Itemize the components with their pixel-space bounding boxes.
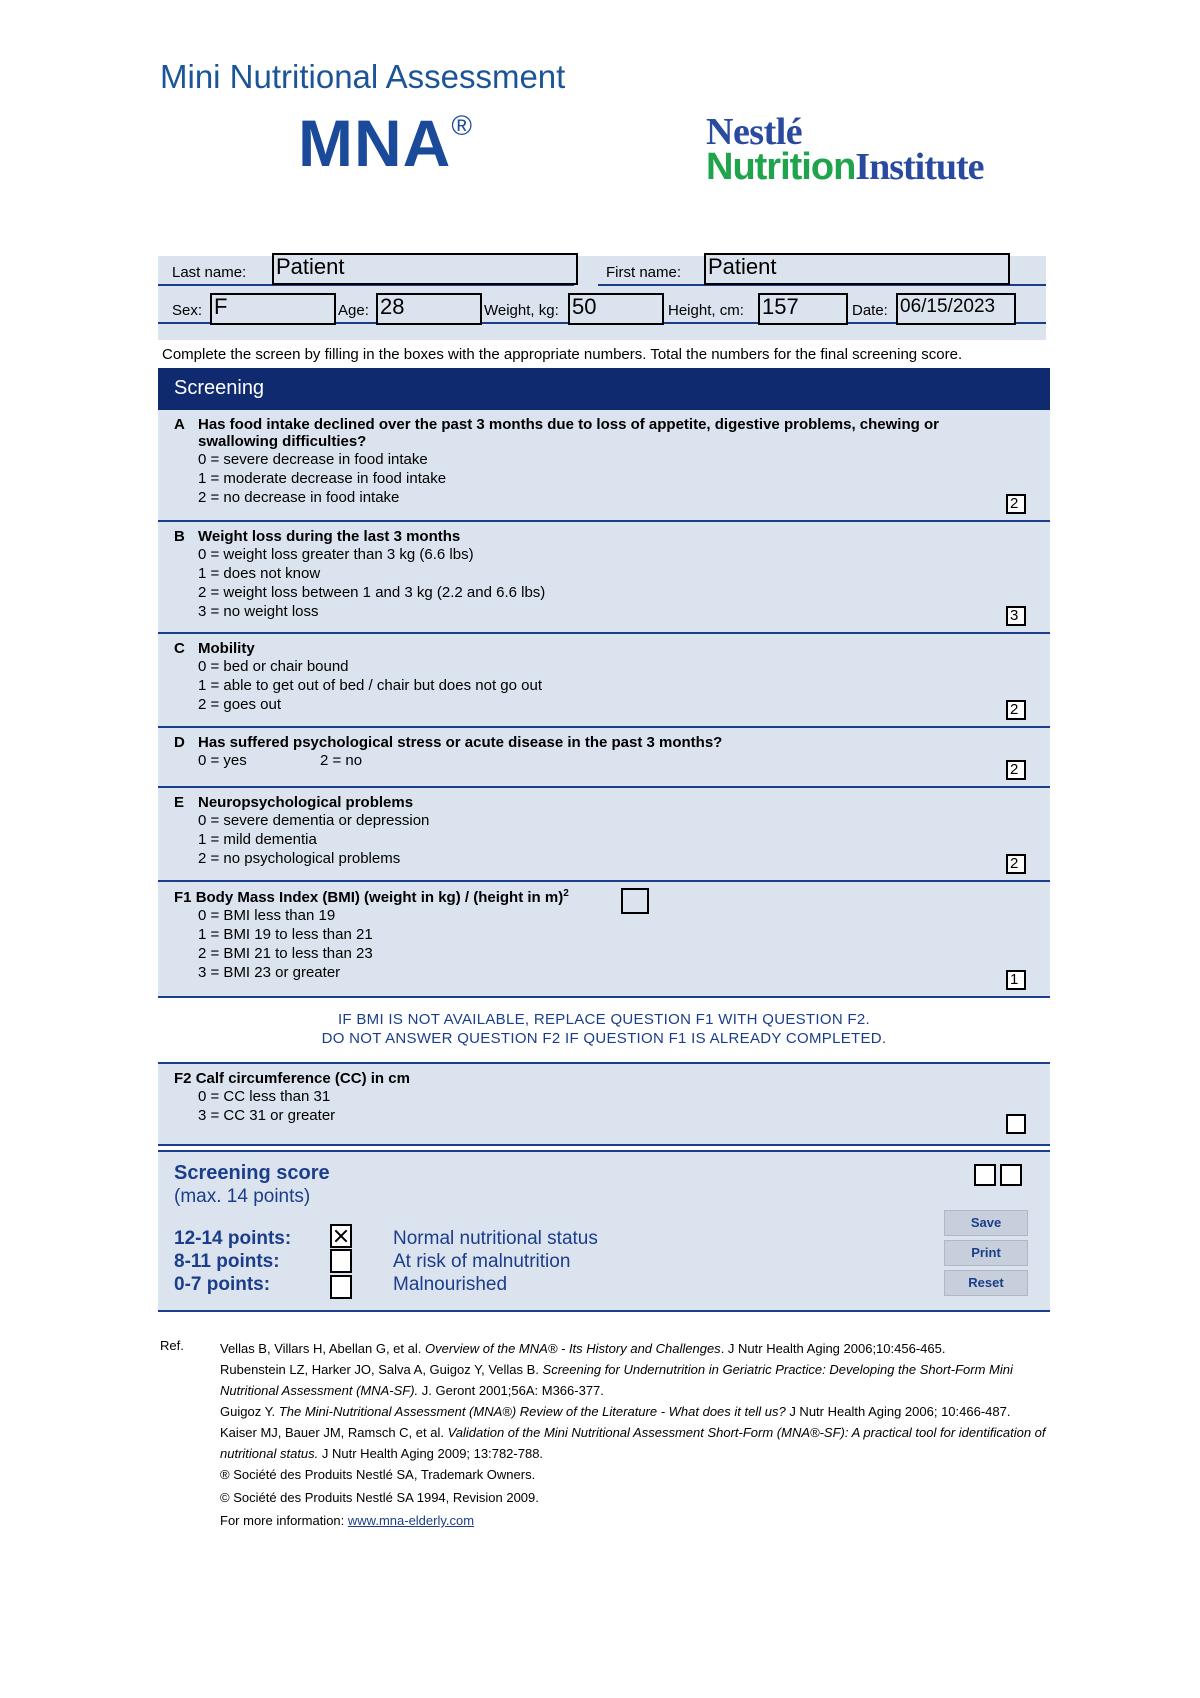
print-button[interactable]: Print: [944, 1240, 1028, 1266]
question-f2: [158, 1062, 1050, 1146]
question-title: Mobility: [198, 640, 255, 657]
age-label: Age:: [338, 302, 369, 319]
height-label: Height, cm:: [668, 302, 744, 319]
range-points: 12-14 points:: [174, 1228, 292, 1249]
height-input[interactable]: 157: [758, 293, 848, 325]
bmi-notice: [158, 1010, 1050, 1048]
option: 3 = CC 31 or greater: [198, 1107, 336, 1124]
score-input-e[interactable]: 2: [1006, 854, 1026, 874]
age-input[interactable]: 28: [376, 293, 482, 325]
more-info-link[interactable]: www.mna-elderly.com: [347, 1513, 475, 1528]
question-letter: C: [174, 640, 185, 657]
patient-info-panel: [158, 256, 1046, 340]
question-title: Has food intake declined over the past 3 months due to loss of appetite, digestive problems, chewing or swallowing difficulties?: [198, 416, 939, 450]
option: 0 = weight loss greater than 3 kg (6.6 lbs): [198, 546, 474, 563]
screening-header: Screening: [158, 368, 1050, 410]
screening-score-panel: [158, 1150, 1050, 1312]
nestle-logo-line1: Nestlé: [706, 111, 803, 153]
bmi-value-input[interactable]: [621, 888, 649, 914]
option: 1 = BMI 19 to less than 21: [198, 926, 373, 943]
question-letter: E: [174, 794, 185, 811]
question-title: Has suffered psychological stress or acute disease in the past 3 months?: [198, 734, 723, 751]
total-score-digit-1[interactable]: [974, 1164, 996, 1186]
trademark-note: ® Société des Produits Nestlé SA, Trademark Owners.: [220, 1467, 536, 1482]
weight-label: Weight, kg:: [484, 302, 559, 319]
reference-4: Kaiser MJ, Bauer JM, Ramsch C, et al. Validation of the Mini Nutritional Assessment Short-Form (MNA®-SF): A practical tool for identification of nutritional status. J Nutr Health Aging 2009; 13:782-788.: [220, 1425, 1046, 1461]
range-points: 0-7 points:: [174, 1274, 271, 1295]
question-b: [158, 522, 1050, 634]
form-title: Mini Nutritional Assessment: [160, 58, 566, 95]
question-title: Weight loss during the last 3 months: [198, 528, 461, 545]
range-description: Malnourished: [393, 1274, 508, 1295]
first-name-label: First name:: [606, 264, 682, 281]
option: 1 = does not know: [198, 565, 321, 582]
question-title: Calf circumference (CC) in cm: [195, 1070, 410, 1087]
notice-line: DO NOT ANSWER QUESTION F2 IF QUESTION F1 IS ALREADY COMPLETED.: [321, 1030, 887, 1047]
range-description: Normal nutritional status: [393, 1228, 598, 1249]
date-input[interactable]: 06/15/2023: [896, 293, 1016, 325]
date-label: Date:: [852, 302, 888, 319]
option: 0 = BMI less than 19: [198, 907, 336, 924]
option: 2 = weight loss between 1 and 3 kg (2.2 and 6.6 lbs): [198, 584, 546, 601]
copyright-note: © Société des Produits Nestlé SA 1994, Revision 2009.: [220, 1490, 539, 1505]
nestle-logo-line2: NutritionInstitute: [706, 146, 984, 188]
question-d: [158, 728, 1050, 788]
option: 2 = no: [320, 752, 363, 769]
option: 1 = able to get out of bed / chair but does not go out: [198, 677, 543, 694]
at-risk-checkbox[interactable]: [330, 1249, 352, 1273]
option: 2 = no psychological problems: [198, 850, 401, 867]
question-letter: D: [174, 734, 185, 751]
superscript: 2: [563, 888, 569, 899]
option: 0 = severe decrease in food intake: [198, 451, 428, 468]
reference-1: Vellas B, Villars H, Abellan G, et al. Overview of the MNA® - Its History and Challenges. J Nutr Health Aging 2006;10:456-465.: [220, 1341, 946, 1356]
normal-status-checkbox[interactable]: [330, 1224, 352, 1248]
option: 2 = goes out: [198, 696, 281, 713]
score-input-f2[interactable]: [1006, 1114, 1026, 1134]
option: 0 = yes: [198, 752, 247, 769]
option: 1 = moderate decrease in food intake: [198, 470, 447, 487]
option: 0 = severe dementia or depression: [198, 812, 430, 829]
sex-input[interactable]: F: [210, 293, 336, 325]
reference-3: Guigoz Y. The Mini-Nutritional Assessment (MNA®) Review of the Literature - What does it tell us? J Nutr Health Aging 2006; 10:466-487.: [220, 1404, 1011, 1419]
more-info: For more information: www.mna-elderly.com: [220, 1513, 475, 1528]
sex-label: Sex:: [172, 302, 203, 319]
question-letter: A: [174, 416, 185, 433]
question-e: [158, 788, 1050, 882]
range-points: 8-11 points:: [174, 1251, 280, 1272]
option: 1 = mild dementia: [198, 831, 317, 848]
option: 3 = BMI 23 or greater: [198, 964, 341, 981]
score-subtitle: (max. 14 points): [174, 1186, 311, 1207]
save-button[interactable]: Save: [944, 1210, 1028, 1236]
mna-logo: MNA®: [298, 106, 473, 180]
question-letter: B: [174, 528, 185, 545]
option: 2 = no decrease in food intake: [198, 489, 400, 506]
score-input-f1[interactable]: 1: [1006, 970, 1026, 990]
total-score-digit-2[interactable]: [1000, 1164, 1022, 1186]
score-input-b[interactable]: 3: [1006, 606, 1026, 626]
malnourished-checkbox[interactable]: [330, 1275, 352, 1299]
last-name-label: Last name:: [172, 264, 247, 281]
option: 0 = CC less than 31: [198, 1088, 331, 1105]
weight-input[interactable]: 50: [568, 293, 664, 325]
range-description: At risk of malnutrition: [393, 1251, 571, 1272]
question-c: [158, 634, 1050, 728]
question-title: Body Mass Index (BMI) (weight in kg) / (height in m): [195, 889, 564, 906]
last-name-input[interactable]: Patient: [272, 253, 578, 285]
reset-button[interactable]: Reset: [944, 1270, 1028, 1296]
question-a: [158, 410, 1050, 522]
instructions: Complete the screen by filling in the boxes with the appropriate numbers. Total the numbers for the final screening score.: [162, 346, 963, 363]
score-input-a[interactable]: 2: [1006, 494, 1026, 514]
score-title: Screening score: [174, 1162, 330, 1184]
question-letter: F2: [174, 1070, 192, 1087]
first-name-input[interactable]: Patient: [704, 253, 1010, 285]
notice-line: IF BMI IS NOT AVAILABLE, REPLACE QUESTION F1 WITH QUESTION F2.: [337, 1011, 871, 1028]
ref-label: Ref.: [160, 1338, 184, 1353]
reference-2: Rubenstein LZ, Harker JO, Salva A, Guigoz Y, Vellas B. Screening for Undernutrition in Geriatric Practice: Developing the Short-Form Mini Nutritional Assessment (MNA-SF). J. Geront 2001;56A: M366-377.: [220, 1362, 1013, 1398]
option: 2 = BMI 21 to less than 23: [198, 945, 373, 962]
score-input-c[interactable]: 2: [1006, 700, 1026, 720]
score-input-d[interactable]: 2: [1006, 760, 1026, 780]
question-f1: [158, 882, 1050, 998]
question-title: Neuropsychological problems: [198, 794, 414, 811]
question-letter: F1: [174, 889, 192, 906]
option: 3 = no weight loss: [198, 603, 319, 620]
option: 0 = bed or chair bound: [198, 658, 349, 675]
references-list: [220, 1338, 1050, 1531]
